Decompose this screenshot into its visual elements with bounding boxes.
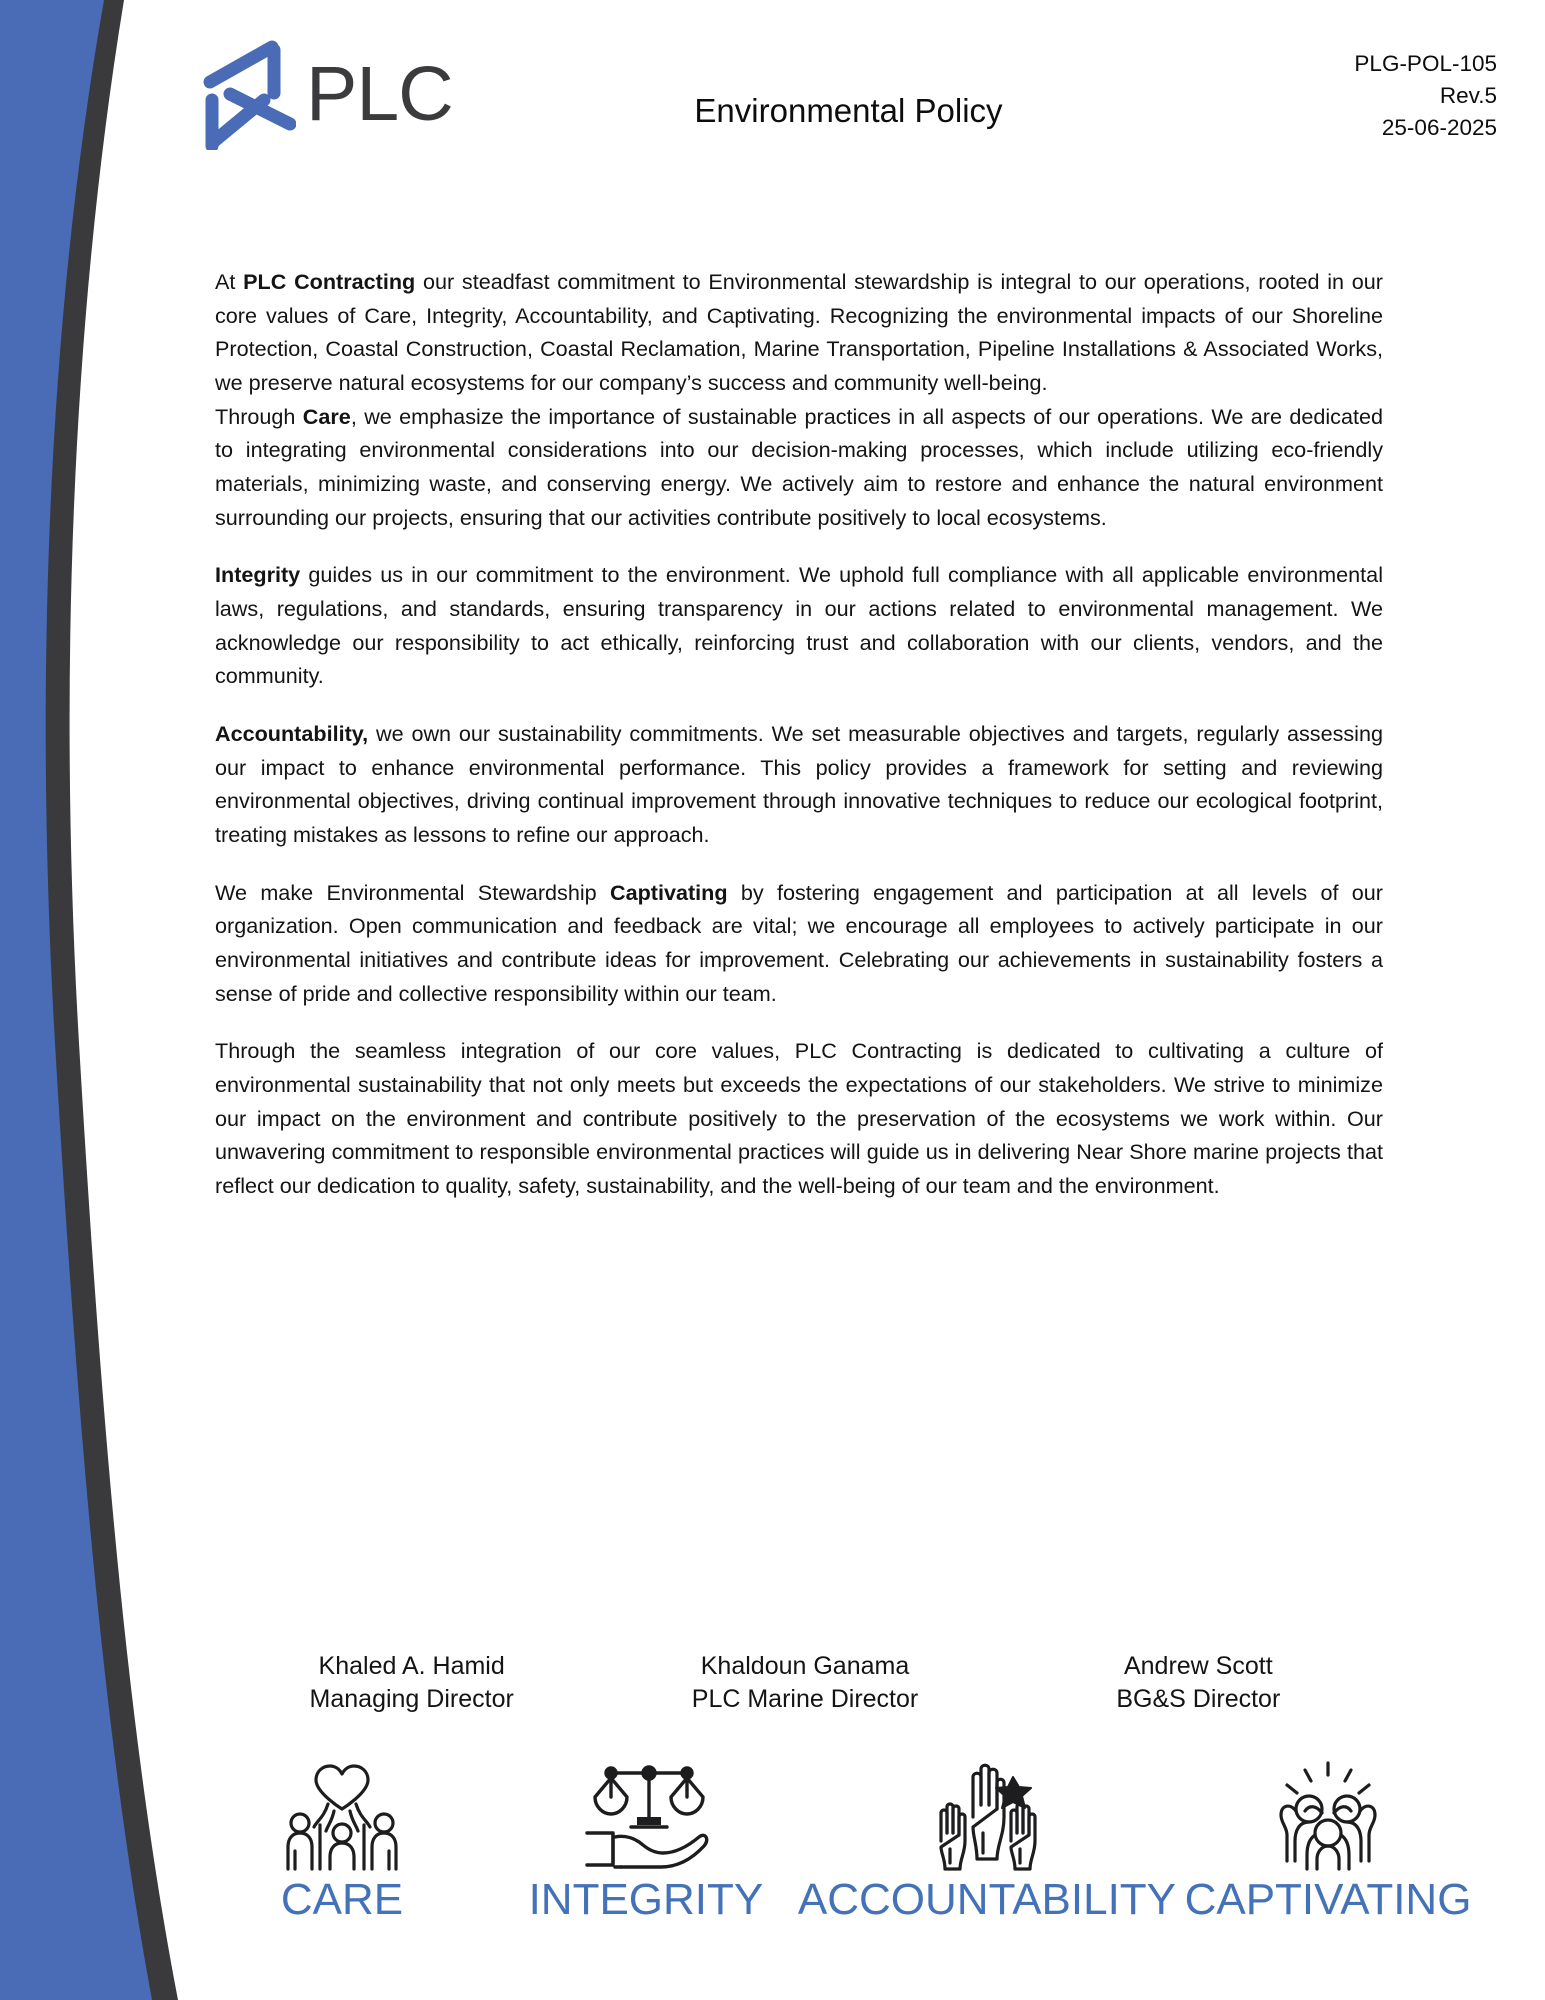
accountability-keyword-bold: Accountability, bbox=[215, 721, 369, 747]
captivating-lead-in: We make Environmental Stewardship bbox=[215, 879, 610, 905]
core-value-accountability bbox=[798, 1755, 1176, 1923]
paragraph-captivating bbox=[215, 876, 1383, 1011]
heart-with-people-icon bbox=[190, 1755, 494, 1873]
paragraph-closing: Through the seamless integration of our core values, PLC Contracting is dedicated to cultivating a culture of environmental sustainability that not only meets but exceeds the expectations of our stakeholders. We strive to minimize our impact on the environment and contribute positively to the preservation of the ecosystems we work within. Our unwavering commitment to responsible environmental practices will guide us in delivering Near Shore marine projects that reflect our dedication to quality, safety, sustainability, and the well-being of our team and the environment. bbox=[215, 1038, 1383, 1199]
intro-text: our steadfast commitment to Environmental stewardship is integral to our operations, rooted in our core values of Care, Integrity, Accountability, and Captivating. Recognizing the environmental impacts of our Shoreline Protection, Coastal Construction, Coastal Reclamation, Marine Transportation, Pipeline Installations & Associated Works, we preserve natural ecosystems for our company’s success and community well-being. bbox=[215, 269, 1383, 396]
paragraph-care bbox=[215, 400, 1383, 535]
doc-date: 25-06-2025 bbox=[1381, 114, 1497, 140]
core-values-footer bbox=[190, 1755, 1480, 1923]
signatory-role: Managing Director bbox=[309, 1685, 514, 1714]
brand-wordmark: PLC bbox=[306, 50, 453, 137]
paragraph-accountability bbox=[215, 717, 1383, 852]
doc-number: PLG-POL-105 bbox=[1354, 51, 1497, 76]
signatory-role: BG&S Director bbox=[1116, 1685, 1281, 1714]
company-name-bold: PLC Contracting bbox=[243, 269, 416, 294]
core-value-label: CAPTIVATING bbox=[1184, 1875, 1472, 1924]
intro-lead-in: At bbox=[215, 269, 244, 294]
core-value-label: CARE bbox=[280, 1875, 404, 1924]
signatory-name: Khaled A. Hamid bbox=[318, 1652, 505, 1680]
document-header bbox=[200, 36, 1497, 166]
care-keyword-bold: Care bbox=[302, 403, 351, 429]
signatory bbox=[1002, 1650, 1395, 1717]
integrity-text: guides us in our commitment to the environment. We uphold full compliance with all applicable environmental laws, regulations, and standards, ensuring transparency in our actions related to environmental management. We acknowledge our responsibility to act ethically, reinforcing trust and collaboration with our clients, vendors, and the community. bbox=[215, 562, 1383, 689]
core-value-label: ACCOUNTABILITY bbox=[797, 1875, 1177, 1924]
captivating-text: by fostering engagement and participation at all levels of our organization. Open communication and feedback are vital; we encourage all employees to actively participate in our environmental initiatives and contribute ideas for improvement. Celebrating our achievements in sustainability fosters a sense of pride and collective responsibility within our team. bbox=[215, 879, 1383, 1006]
dark-stripe bbox=[46, 0, 178, 2000]
signatory-role: PLC Marine Director bbox=[691, 1685, 919, 1714]
care-lead-in: Through bbox=[215, 403, 303, 429]
signatory bbox=[215, 1650, 608, 1717]
scales-on-hand-icon bbox=[494, 1755, 798, 1873]
raised-hands-star-icon bbox=[798, 1755, 1176, 1873]
care-text: , we emphasize the importance of sustainable practices in all aspects of our operations. We are dedicated to integrating environmental considerations into our decision-making processes, which include utilizing eco-friendly materials, minimizing waste, and conserving energy. We actively aim to restore and enhance the natural environment surrounding our projects, ensuring that our activities contribute positively to local ecosystems. bbox=[215, 403, 1383, 530]
signatory-name: Andrew Scott bbox=[1123, 1652, 1273, 1680]
signatory-name: Khaldoun Ganama bbox=[700, 1652, 910, 1680]
core-value-integrity bbox=[494, 1755, 798, 1923]
paragraph-integrity bbox=[215, 558, 1383, 693]
signature-block bbox=[215, 1650, 1395, 1717]
integrity-keyword-bold: Integrity bbox=[215, 562, 301, 588]
core-value-label: INTEGRITY bbox=[528, 1875, 764, 1924]
doc-revision: Rev.5 bbox=[1439, 82, 1497, 108]
page-title: Environmental Policy bbox=[694, 92, 1003, 129]
blue-band bbox=[0, 0, 168, 2000]
core-value-captivating bbox=[1176, 1755, 1480, 1923]
accountability-text: we own our sustainability commitments. We set measurable objectives and targets, regularly assessing our impact to enhance environmental performance. This policy provides a framework for setting and reviewing environmental objectives, driving continual improvement through innovative techniques to reduce our ecological footprint, treating mistakes as lessons to refine our approach. bbox=[215, 721, 1383, 848]
captivating-keyword-bold: Captivating bbox=[609, 879, 728, 905]
celebrating-people-icon bbox=[1176, 1755, 1480, 1873]
core-value-care bbox=[190, 1755, 494, 1923]
left-edge-decoration bbox=[0, 0, 230, 2000]
signatory bbox=[608, 1650, 1001, 1717]
paragraph-intro bbox=[215, 265, 1383, 400]
document-meta bbox=[1354, 48, 1497, 144]
policy-body bbox=[215, 265, 1383, 1227]
